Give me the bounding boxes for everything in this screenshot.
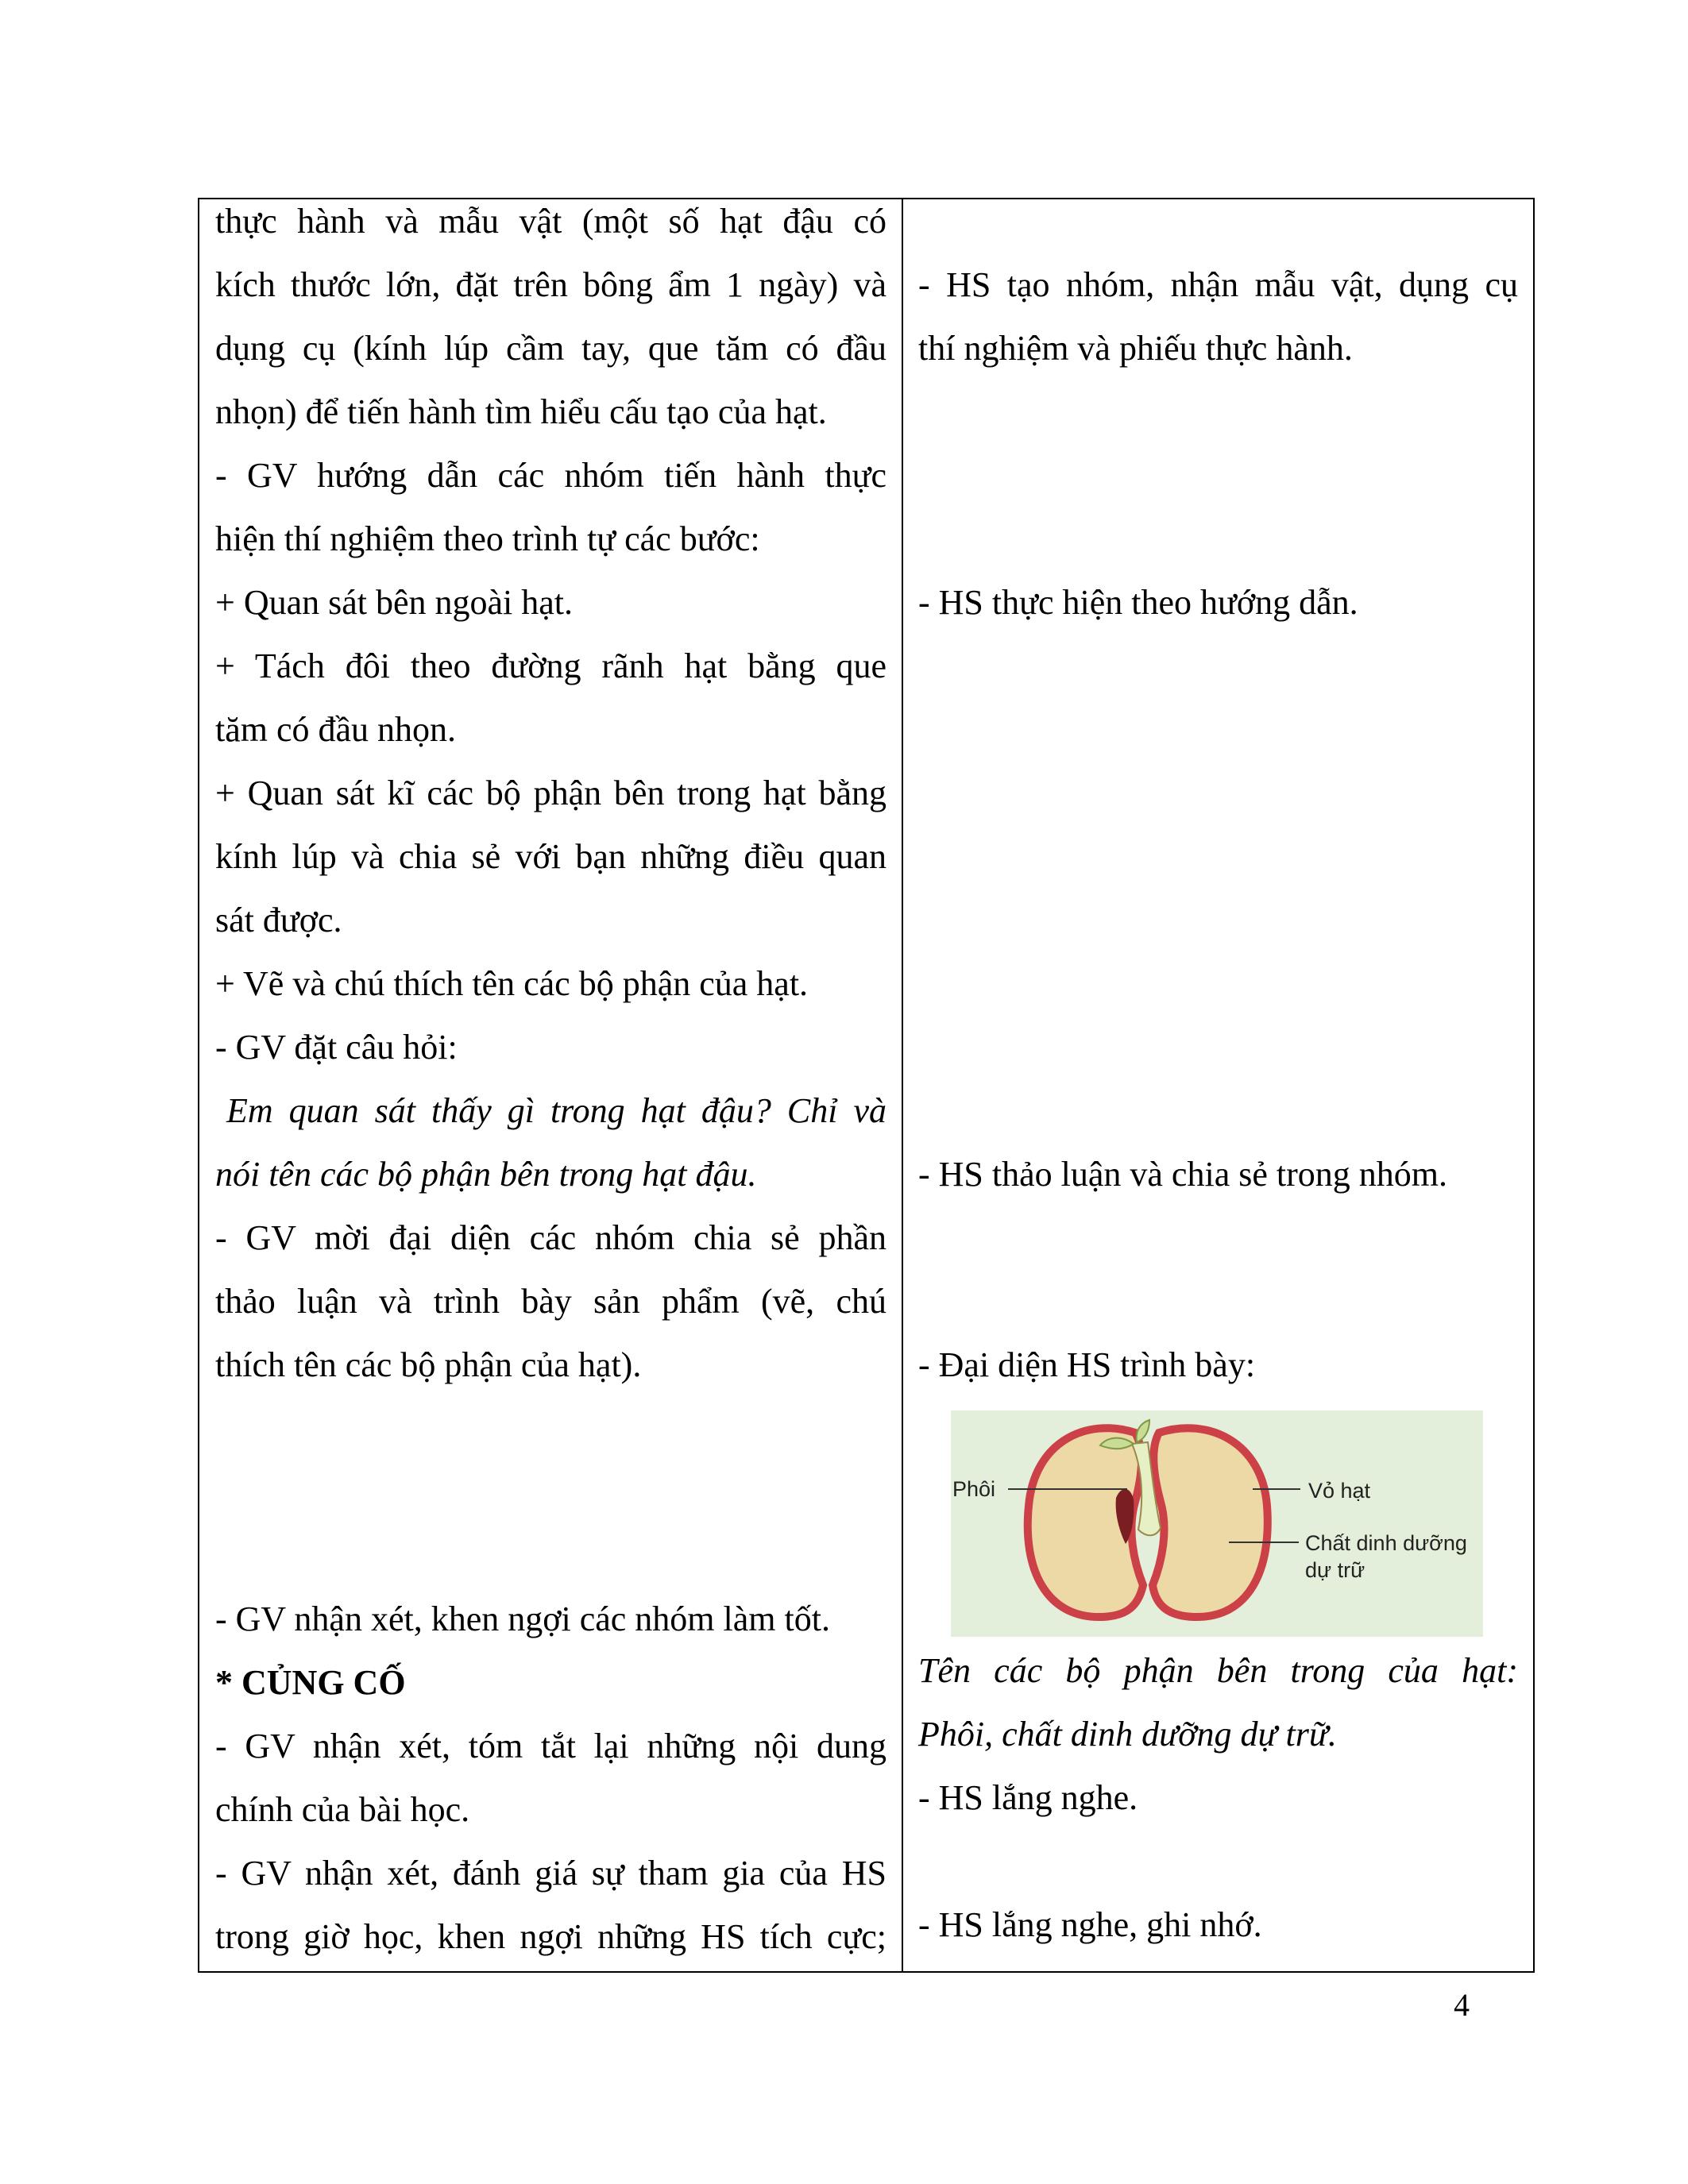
- teacher-line: chính của bài học.: [215, 1790, 470, 1829]
- teacher-line: thực hành và mẫu vật (một số hạt đậu có: [215, 202, 886, 241]
- teacher-question-line: Em quan sát thấy gì trong hạt đậu? Chỉ và: [226, 1091, 886, 1130]
- lesson-table: [198, 198, 1535, 1973]
- page-number: 4: [1454, 1987, 1470, 2023]
- student-line: - HS thảo luận và chia sẻ trong nhóm.: [918, 1155, 1447, 1194]
- teacher-line: + Tách đôi theo đường rãnh hạt bằng que: [215, 646, 886, 685]
- student-line: - Đại diện HS trình bày:: [918, 1345, 1256, 1384]
- student-answer-line: Tên các bộ phận bên trong của hạt:: [918, 1651, 1518, 1690]
- student-line: - HS thực hiện theo hướng dẫn.: [918, 583, 1358, 622]
- column-divider: [902, 199, 903, 1971]
- teacher-line: - GV nhận xét, tóm tắt lại những nội dung: [215, 1727, 886, 1765]
- teacher-line: tăm có đầu nhọn.: [215, 710, 457, 749]
- section-heading: * CỦNG CỐ: [215, 1663, 406, 1702]
- teacher-line: sát được.: [215, 901, 342, 940]
- teacher-line: + Vẽ và chú thích tên các bộ phận của hạt.: [215, 964, 809, 1003]
- teacher-line: kính lúp và chia sẻ với bạn những điều quan: [215, 837, 886, 876]
- teacher-line: + Quan sát bên ngoài hạt.: [215, 583, 574, 622]
- teacher-question-line: nói tên các bộ phận bên trong hạt đậu.: [215, 1155, 757, 1194]
- teacher-line: - GV mời đại diện các nhóm chia sẻ phần: [215, 1218, 886, 1257]
- teacher-line: trong giờ học, khen ngợi những HS tích cực;: [215, 1917, 886, 1956]
- teacher-line: - GV hướng dẫn các nhóm tiến hành thực: [215, 456, 886, 495]
- teacher-line: kích thước lớn, đặt trên bông ẩm 1 ngày) và: [215, 265, 886, 304]
- teacher-line: + Quan sát kĩ các bộ phận bên trong hạt bằng: [215, 774, 886, 812]
- teacher-line: dụng cụ (kính lúp cầm tay, que tăm có đầu: [215, 329, 886, 368]
- bean-seed-figure: [951, 1410, 1483, 1637]
- teacher-line: - GV đặt câu hỏi:: [215, 1028, 458, 1067]
- teacher-line: - GV nhận xét, đánh giá sự tham gia của HS: [215, 1854, 886, 1893]
- teacher-line: nhọn) để tiến hành tìm hiểu cấu tạo của hạt.: [215, 392, 827, 431]
- bean-seed-illustration: [951, 1410, 1483, 1637]
- label-embryo: Phôi: [952, 1477, 996, 1501]
- teacher-line: thảo luận và trình bày sản phẩm (vẽ, chú: [215, 1282, 886, 1321]
- teacher-line: - GV nhận xét, khen ngợi các nhóm làm tốt.: [215, 1599, 830, 1638]
- right-cotyledon: [1153, 1428, 1268, 1617]
- student-line: - HS lắng nghe, ghi nhớ.: [918, 1905, 1262, 1944]
- label-nutrient: Chất dinh dưỡng: [1305, 1531, 1467, 1555]
- teacher-line: hiện thí nghiệm theo trình tự các bước:: [215, 519, 760, 558]
- label-nutrient-2: dự trữ: [1305, 1558, 1365, 1582]
- student-answer-line: Phôi, chất dinh dưỡng dự trữ.: [918, 1715, 1337, 1754]
- teacher-line: thích tên các bộ phận của hạt).: [215, 1345, 642, 1384]
- label-seed-coat: Vỏ hạt: [1308, 1479, 1371, 1503]
- student-line: - HS tạo nhóm, nhận mẫu vật, dụng cụ: [918, 265, 1518, 304]
- student-line: - HS lắng nghe.: [918, 1778, 1138, 1817]
- student-line: thí nghiệm và phiếu thực hành.: [918, 329, 1353, 368]
